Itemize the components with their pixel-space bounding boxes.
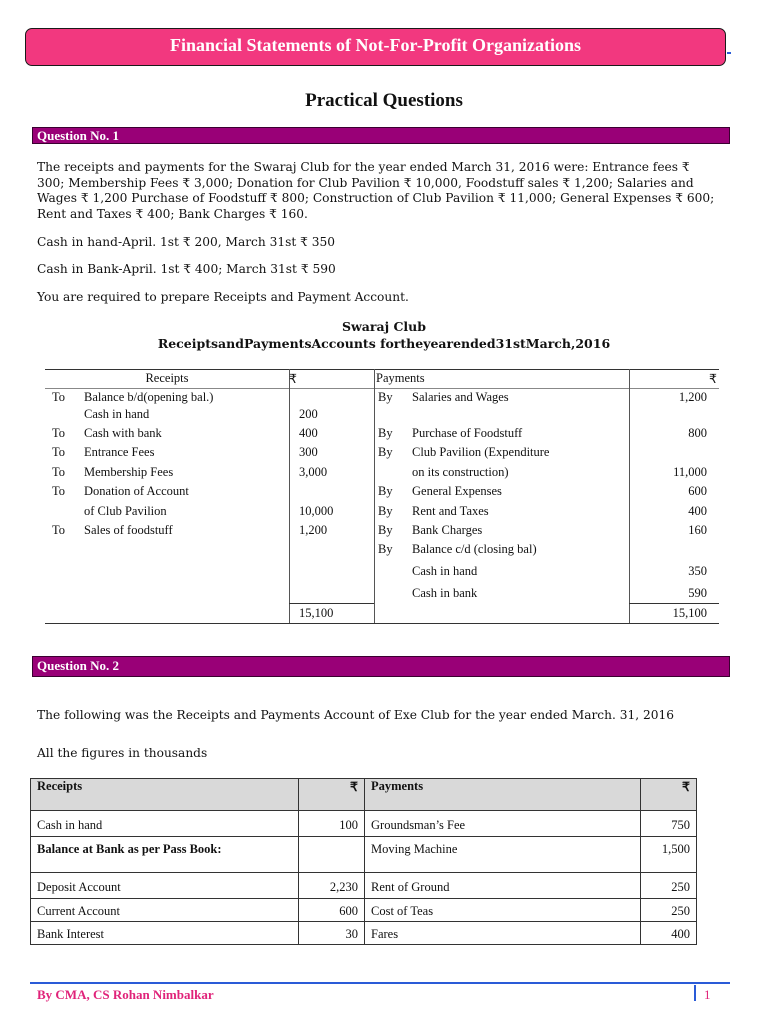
t2-col-receipts: Receipts — [37, 779, 83, 793]
receipt-desc: Donation of Account — [84, 484, 189, 498]
t2-payment-amount: 250 — [671, 904, 690, 918]
t2-payment: Fares — [371, 927, 399, 941]
footer-author: By CMA, CS Rohan Nimbalkar — [37, 987, 214, 1002]
t2-receipt-amount: 100 — [339, 818, 358, 832]
page-title: Practical Questions — [305, 90, 463, 111]
page-number: 1 — [704, 987, 711, 1002]
receipt-desc: Cash with bank — [84, 426, 162, 440]
figures-note: All the figures in thousands — [37, 746, 208, 760]
header-tick — [727, 52, 731, 54]
footer-separator — [694, 985, 696, 1001]
t2-receipt: Cash in hand — [37, 818, 103, 832]
receipt-prefix: To — [52, 445, 66, 459]
footer-rule — [30, 982, 730, 984]
payment-desc: Club Pavilion (Expenditure — [412, 445, 550, 459]
t2-receipt: Balance at Bank as per Pass Book: — [37, 842, 222, 856]
payment-prefix: By — [378, 390, 393, 404]
payment-amount: 400 — [688, 504, 707, 518]
account-title: ReceiptsandPaymentsAccounts fortheyearended31stMarch,2016 — [157, 336, 611, 351]
receipt-desc: Sales of foodstuff — [84, 523, 173, 537]
t2-payment-amount: 1,500 — [661, 842, 690, 856]
t2-receipt-amount: 600 — [339, 904, 358, 918]
payment-amount: 590 — [688, 586, 707, 600]
cash-in-bank-text: Cash in Bank-April. 1st ₹ 400; March 31st ₹ 590 — [37, 262, 336, 276]
receipt-amount: 1,200 — [299, 523, 328, 537]
receipt-amount: 200 — [299, 407, 318, 421]
question-1-bar — [32, 127, 730, 144]
receipt-amount: 3,000 — [299, 465, 328, 479]
receipt-amount: 300 — [299, 445, 318, 459]
payment-prefix: By — [378, 484, 393, 498]
payment-prefix: By — [378, 504, 393, 518]
receipt-prefix: To — [52, 426, 66, 440]
payment-prefix: By — [378, 523, 393, 537]
receipt-prefix: To — [52, 484, 66, 498]
t2-payment: Moving Machine — [371, 842, 458, 856]
receipt-desc: Cash in hand — [84, 407, 150, 421]
payment-desc: Cash in bank — [412, 586, 478, 600]
t2-payment: Rent of Ground — [371, 880, 450, 894]
question-1-label: Question No. 1 — [37, 128, 119, 143]
payment-desc: Balance c/d (closing bal) — [412, 542, 537, 556]
t2-receipt-amount: 2,230 — [329, 880, 358, 894]
col-payments-header: Payments — [376, 371, 425, 385]
payment-prefix: By — [378, 542, 393, 556]
payment-amount: 350 — [688, 564, 707, 578]
question-2-text: The following was the Receipts and Payments Account of Exe Club for the year ended March. 31, 2016 — [37, 708, 675, 722]
payment-desc: Bank Charges — [412, 523, 483, 537]
question-2-label: Question No. 2 — [37, 658, 119, 673]
t2-payment: Groundsman’s Fee — [371, 818, 466, 832]
payment-desc: Purchase of Foodstuff — [412, 426, 523, 440]
t2-payment: Cost of Teas — [371, 904, 434, 918]
payment-desc: Salaries and Wages — [412, 390, 509, 404]
payment-amount: 600 — [688, 484, 707, 498]
t2-col-rupee-2: ₹ — [682, 780, 690, 794]
receipt-desc: Balance b/d(opening bal.) — [84, 390, 214, 404]
payment-prefix: By — [378, 426, 393, 440]
receipt-desc: of Club Pavilion — [84, 504, 167, 518]
payment-desc: General Expenses — [412, 484, 502, 498]
t2-payment-amount: 250 — [671, 880, 690, 894]
receipt-amount: 400 — [299, 426, 318, 440]
t2-payment-amount: 750 — [671, 818, 690, 832]
cash-in-hand-text: Cash in hand-April. 1st ₹ 200, March 31st ₹ 350 — [37, 235, 336, 249]
t2-col-rupee-1: ₹ — [350, 780, 358, 794]
t2-col-payments: Payments — [371, 779, 424, 793]
col-rupee-header-1: ₹ — [289, 372, 297, 386]
col-receipts-header: Receipts — [145, 371, 189, 385]
t2-receipt: Current Account — [37, 904, 120, 918]
t2-receipt-amount: 30 — [345, 927, 358, 941]
payment-desc: Cash in hand — [412, 564, 478, 578]
payment-desc: Rent and Taxes — [412, 504, 489, 518]
payment-amount: 1,200 — [678, 390, 707, 404]
receipt-desc: Entrance Fees — [84, 445, 155, 459]
t2-receipt: Bank Interest — [37, 927, 104, 941]
receipt-prefix: To — [52, 390, 66, 404]
receipt-amount: 10,000 — [299, 504, 334, 518]
receipt-prefix: To — [52, 465, 66, 479]
payment-amount: 11,000 — [673, 465, 707, 479]
t2-receipt: Deposit Account — [37, 880, 121, 894]
question-1-text: The receipts and payments for the Swaraj Club for the year ended March 31, 2016 were: Entrance fees ₹ 300; Membership Fees ₹ 3,000; Donation for Club Pavilion ₹ 10,000, Foodstuff sales ₹ 1,200; Salaries and Wages ₹ 1,200 Purchase of Foodstuff ₹ 800; Construction of Club Pavilion ₹ 11,000; General Expenses ₹ 600; Rent and Taxes ₹ 400; Bank Charges ₹ 160. — [37, 160, 715, 221]
document-title: Financial Statements of Not-For-Profit Organizations — [170, 35, 581, 55]
payment-amount: 160 — [688, 523, 707, 537]
col-rupee-header-2: ₹ — [709, 372, 717, 386]
receipt-prefix: To — [52, 523, 66, 537]
receipts-total: 15,100 — [299, 606, 334, 620]
club-name: Swaraj Club — [342, 319, 426, 334]
question-2-bar — [32, 656, 730, 677]
payment-prefix: By — [378, 445, 393, 459]
t2-payment-amount: 400 — [671, 927, 690, 941]
payment-desc: on its construction) — [412, 465, 509, 479]
payments-total: 15,100 — [672, 606, 707, 620]
receipt-desc: Membership Fees — [84, 465, 174, 479]
payment-amount: 800 — [688, 426, 707, 440]
requirement-text: You are required to prepare Receipts and Payment Account. — [37, 290, 409, 304]
